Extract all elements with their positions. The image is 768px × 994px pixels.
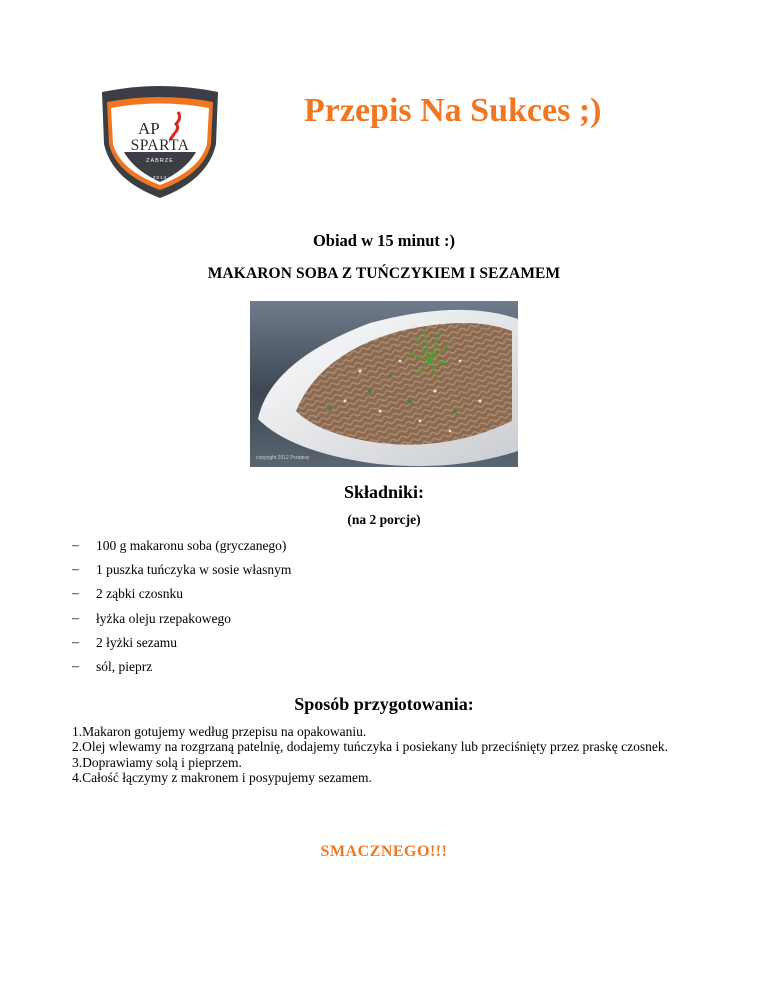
logo-text-city: ZABRZE: [146, 158, 174, 164]
ingredients-heading: Składniki:: [343, 482, 425, 502]
servings-note: (na 2 porcje): [347, 512, 421, 527]
ingredient-text: 2 łyżki sezamu: [96, 634, 177, 650]
ingredient-text: 1 puszka tuńczyka w sosie własnym: [96, 562, 292, 578]
dash-bullet: –: [72, 659, 79, 675]
method-heading: Sposób przygotowania:: [294, 694, 474, 714]
list-item: [72, 582, 291, 606]
step-3: 3.Doprawiamy solą i pieprzem.: [72, 754, 242, 770]
ap-sparta-logo: [96, 82, 224, 200]
step-1: 1.Makaron gotujemy według przepisu na opakowaniu.: [72, 724, 367, 739]
soba-noodles-photo: [250, 301, 518, 467]
dish-title: MAKARON SOBA Z TUŃCZYKIEM I SEZAMEM: [207, 265, 561, 282]
photo-caption: copyright 2012 Przepisy: [256, 455, 310, 461]
logo-text-sparta: SPARTA: [130, 137, 190, 154]
dash-bullet: –: [72, 610, 79, 626]
closing-text: SMACZNEGO!!!: [320, 843, 448, 860]
dash-bullet: –: [72, 538, 79, 554]
method-steps: [72, 724, 672, 785]
step-4: 4.Całość łączymy z makronem i posypujemy sezamem.: [72, 769, 372, 785]
step-2: 2.Olej wlewamy na rozgrzaną patelnię, dodajemy tuńczyka i posiekany lub przeciśnięty przez praskę czosnek.: [72, 739, 669, 755]
ingredient-text: sól, pieprz: [96, 659, 153, 675]
subtitle: Obiad w 15 minut :): [312, 231, 456, 250]
ingredient-text: 100 g makaronu soba (gryczanego): [96, 538, 287, 554]
dash-bullet: –: [72, 586, 79, 602]
dash-bullet: –: [72, 634, 79, 650]
page-title: Przepis Na Sukces ;): [304, 92, 602, 129]
list-item: [72, 631, 291, 655]
list-item: [72, 534, 291, 558]
logo-text-year: 2014: [152, 175, 168, 180]
logo-text-ap: AP: [138, 119, 160, 138]
list-item: [72, 607, 291, 631]
list-item: [72, 558, 291, 582]
ingredient-text: łyżka oleju rzepakowego: [96, 610, 231, 626]
ingredient-text: 2 ząbki czosnku: [96, 586, 183, 602]
ingredients-list: [72, 534, 291, 679]
dash-bullet: –: [72, 562, 79, 578]
list-item: [72, 655, 291, 679]
